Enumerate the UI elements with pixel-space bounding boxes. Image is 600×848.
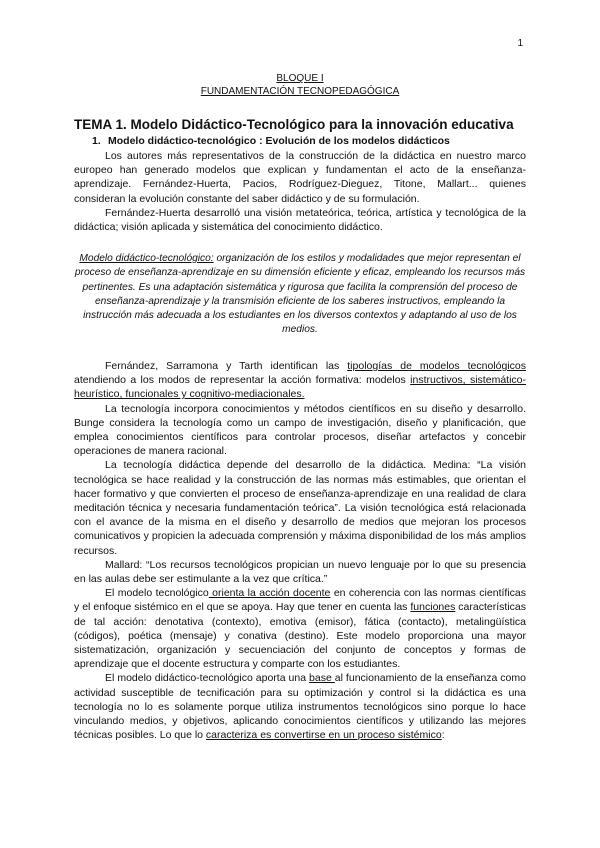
paragraph-technology: La tecnología incorpora conocimientos y métodos científicos en su diseño y desarrollo. Bunge considera la tecnología como un campo de investigación, diseño y planificación, que emplea conocimientos científicos para controlar procesos, diseñar artefactos y concebir operaciones de manera racional. bbox=[74, 402, 526, 458]
underlined-text: tipologías de modelos tecnológicos bbox=[347, 360, 526, 372]
paragraph: Los autores más representativos de la construcción de la didáctica en nuestro marco europeo han generado modelos que explican y fundamentan el acto de la enseñanza-aprendizaje. Fernández-Huerta, Pacios, Rodríguez-Dieguez, Titone, Mallart... quienes consideran la evolución constante del saber didáctico y de su formulación. bbox=[74, 150, 526, 205]
intro-text bbox=[74, 149, 526, 234]
paragraph-typologies bbox=[74, 359, 526, 402]
underlined-text: base bbox=[309, 672, 335, 685]
underlined-text: orienta la acción docente bbox=[208, 587, 331, 600]
paragraph: Fernández-Huerta desarrolló una visión metateórica, teórica, artística y tecnológica de la didáctica; visión aplicada y sistemática del conocimiento didáctico. bbox=[74, 206, 526, 234]
block-title: BLOQUE I bbox=[276, 73, 324, 84]
definition-term: Modelo didáctico-tecnológico: bbox=[79, 253, 214, 264]
definition-text: organización de los estilos y modalidades que mejor representan el proceso de enseñanza-aprendizaje en su dimensión eficiente y eficaz, empleando los recursos más pertinentes. Es una adaptación sistemática y rigurosa que facilita la comprensión del proceso de enseñanza-aprendizaje y la transmisión eficiente de los saberes instructivos, empleando la instrucción más adecuada a los estudiantes en los diversos contextos y adaptando al uso de los medios. bbox=[74, 253, 526, 336]
paragraph-mallard-quote: Mallard: “Los recursos tecnológicos propician un nuevo lenguaje por lo que su presencia en las aulas debe ser estimulante a la vez que crítica.” bbox=[74, 558, 526, 586]
block-header bbox=[0, 72, 600, 98]
underlined-text: instructivos, sistemático-heurístico, funcionales y cognitivo-mediacionales. bbox=[74, 374, 526, 401]
page-title: TEMA 1. Modelo Didáctico-Tecnológico para la innovación educativa bbox=[74, 117, 514, 132]
underlined-text: caracteriza es convertirse en un proceso sistémico bbox=[205, 729, 442, 742]
body-text bbox=[74, 359, 526, 742]
text-run: Fernández, Sarramona y Tarth identifican las bbox=[105, 360, 348, 372]
text-run: El modelo didáctico-tecnológico aporta una bbox=[105, 672, 310, 685]
section-number: 1. bbox=[92, 135, 101, 147]
paragraph-technological-model bbox=[74, 586, 526, 671]
text-run: en coherencia con las normas científicas y el enfoque sistémico en el que se apoya. Hay que tener en cuenta las bbox=[74, 587, 526, 614]
text-run: características de tal acción: denotativa (contexto), emotiva (emisor), fática (contacto), metalingüística (códigos), poética (mensaje) y conativa (destino). Este modelo proporciona una mayor sistematización, organización y secuenciación del conjunto de conceptos y formas de aprendizaje que el docente estructura y comparte con los estudiantes. bbox=[74, 601, 526, 671]
block-subtitle: FUNDAMENTACIÓN TECNOPEDAGÓGICA bbox=[200, 86, 400, 97]
text-run: El modelo tecnológico bbox=[105, 587, 209, 600]
paragraph-model-contribution bbox=[74, 671, 526, 742]
paragraph-didactic-technology: La tecnología didáctica depende del desarrollo de la didáctica. Medina: “La visión tecnológica se hace realidad y la construcción de las normas más estimables, que orientan el hacer formativo y que convierten el proceso de enseñanza-aprendizaje en una realidad de clara meditación técnica y necesaria fundamentación teórica”. La visión tecnológica está relacionada con el avance de la misma en el diseño y desarrollo de medios que mejoran los procesos comunicativos y propicien la adecuada comprensión y máxima disponibilidad de los más amplios recursos. bbox=[74, 459, 526, 557]
underlined-text: funciones bbox=[410, 601, 456, 614]
definition-box bbox=[74, 252, 526, 338]
text-run: al funcionamiento de la enseñanza como actividad susceptible de tecnificación para su optimización y control si la didáctica es una tecnología no lo es solamente porque utiliza instrumentos tecnológicos sino porque lo hace vinculando medios, y objetivos, aplicando conocimientos científicos y utilizando las mejores técnicas posibles. Lo que lo bbox=[74, 672, 526, 742]
text-run: atendiendo a los modos de representar la acción formativa: modelos bbox=[74, 374, 411, 387]
page-number: 1 bbox=[517, 38, 523, 49]
section-heading bbox=[92, 135, 450, 147]
text-run: : bbox=[441, 729, 445, 742]
section-title: Modelo didáctico-tecnológico : Evolución de los modelos didácticos bbox=[108, 135, 450, 147]
